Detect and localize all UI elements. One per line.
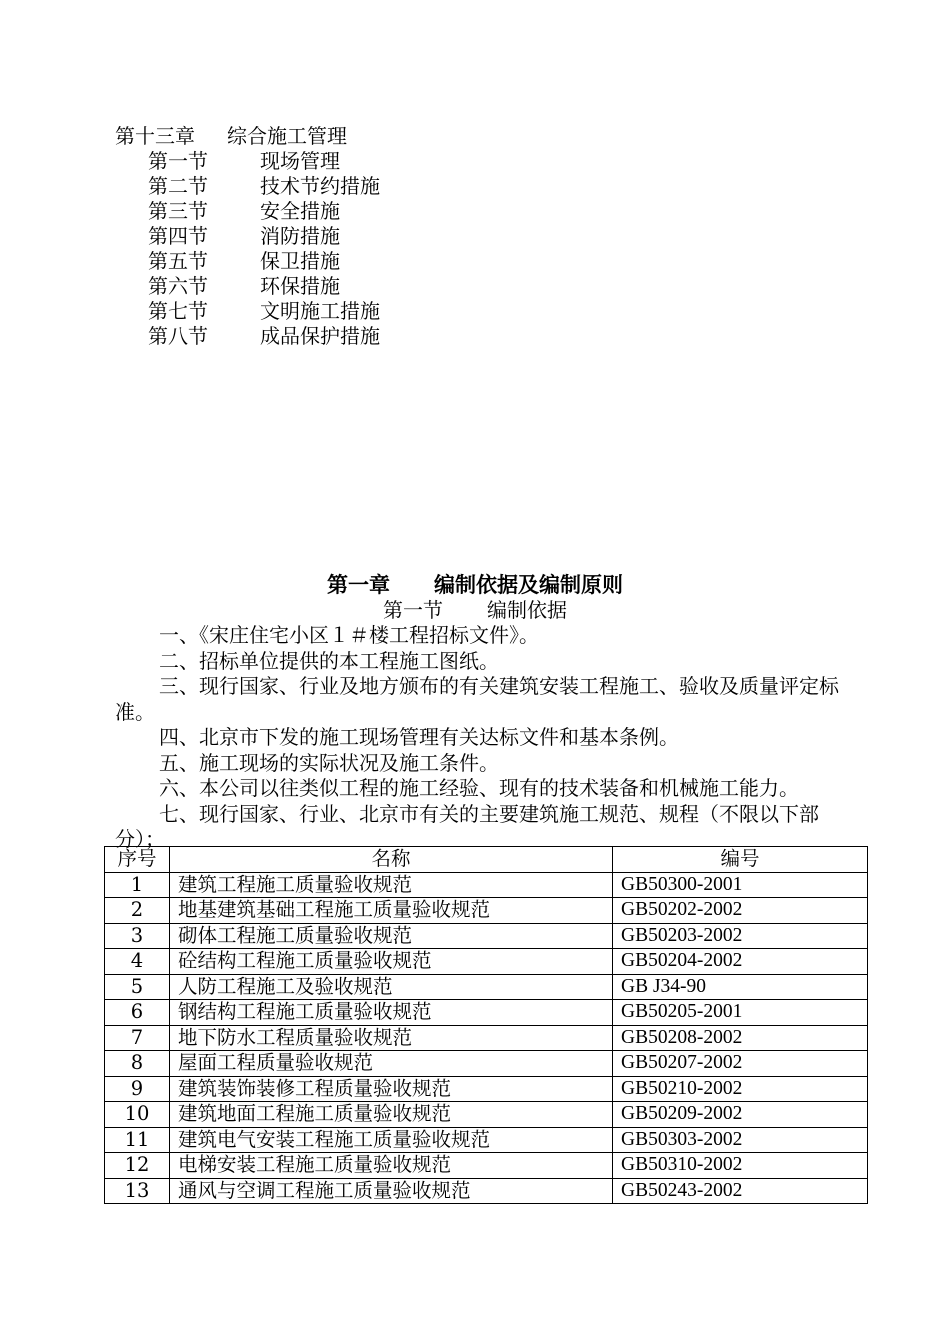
body-text xyxy=(115,623,865,853)
toc-section-title: 技术节约措施 xyxy=(260,174,380,198)
row-index: 10 xyxy=(105,1102,170,1128)
chapter-number: 第一章 xyxy=(327,572,390,597)
paragraph: 二、招标单位提供的本工程施工图纸。 xyxy=(159,648,499,673)
toc-section-number: 第二节 xyxy=(148,174,208,198)
row-name: 砼结构工程施工质量验收规范 xyxy=(170,949,613,975)
toc-section-number: 第七节 xyxy=(148,299,208,323)
section-number: 第一节 xyxy=(383,598,443,622)
table-row xyxy=(105,1153,868,1179)
header-code: 编号 xyxy=(613,847,868,873)
row-index: 11 xyxy=(105,1127,170,1153)
section-title: 编制依据 xyxy=(487,598,567,622)
header-index: 序号 xyxy=(105,847,170,873)
row-code: GB50205-2001 xyxy=(613,1000,868,1026)
row-code: GB50243-2002 xyxy=(613,1178,868,1204)
toc-section-item xyxy=(115,224,380,249)
table-of-contents xyxy=(115,124,380,349)
toc-chapter-13 xyxy=(115,124,380,149)
toc-section-number: 第四节 xyxy=(148,224,208,248)
table-row xyxy=(105,898,868,924)
toc-section-title: 保卫措施 xyxy=(260,249,340,273)
row-index: 2 xyxy=(105,898,170,924)
row-index: 4 xyxy=(105,949,170,975)
toc-section-item xyxy=(115,249,380,274)
row-name: 人防工程施工及验收规范 xyxy=(170,974,613,1000)
paragraph: 七、现行国家、行业、北京市有关的主要建筑施工规范、规程（不限以下部分）； xyxy=(115,801,819,851)
row-code: GB50210-2002 xyxy=(613,1076,868,1102)
row-name: 钢结构工程施工质量验收规范 xyxy=(170,1000,613,1026)
toc-section-number: 第六节 xyxy=(148,274,208,298)
row-code: GB50209-2002 xyxy=(613,1102,868,1128)
table-row xyxy=(105,1000,868,1026)
row-code: GB50203-2002 xyxy=(613,923,868,949)
row-name: 电梯安装工程施工质量验收规范 xyxy=(170,1153,613,1179)
paragraph: 四、北京市下发的施工现场管理有关达标文件和基本条例。 xyxy=(159,725,679,749)
row-code: GB50303-2002 xyxy=(613,1127,868,1153)
toc-chapter-number: 第十三章 xyxy=(115,124,195,148)
row-index: 8 xyxy=(105,1051,170,1077)
table-row xyxy=(105,949,868,975)
row-index: 7 xyxy=(105,1025,170,1051)
row-name: 地基建筑基础工程施工质量验收规范 xyxy=(170,898,613,924)
table-row xyxy=(105,1025,868,1051)
row-code: GB J34-90 xyxy=(613,974,868,1000)
row-code: GB50202-2002 xyxy=(613,898,868,924)
table-row xyxy=(105,974,868,1000)
toc-section-item xyxy=(115,174,380,199)
table-row xyxy=(105,872,868,898)
table-row xyxy=(105,923,868,949)
toc-section-title: 消防措施 xyxy=(260,224,340,248)
row-index: 13 xyxy=(105,1178,170,1204)
table-header-row xyxy=(105,847,868,873)
row-index: 5 xyxy=(105,974,170,1000)
header-name: 名称 xyxy=(170,847,613,873)
row-index: 3 xyxy=(105,923,170,949)
paragraph: 一、《宋庄住宅小区１＃楼工程招标文件》。 xyxy=(159,623,539,647)
section-heading xyxy=(0,598,950,623)
row-code: GB50204-2002 xyxy=(613,949,868,975)
row-name: 屋面工程质量验收规范 xyxy=(170,1051,613,1077)
table-row xyxy=(105,1178,868,1204)
paragraph: 三、现行国家、行业及地方颁布的有关建筑安装工程施工、验收及质量评定标准。 xyxy=(115,674,839,724)
table-row xyxy=(105,1102,868,1128)
row-name: 地下防水工程质量验收规范 xyxy=(170,1025,613,1051)
paragraph: 五、施工现场的实际状况及施工条件。 xyxy=(159,750,499,775)
toc-section-item xyxy=(115,274,380,299)
toc-section-number: 第八节 xyxy=(148,324,208,348)
toc-section-title: 现场管理 xyxy=(260,149,340,173)
toc-chapter-title: 综合施工管理 xyxy=(227,124,347,148)
paragraph: 六、本公司以往类似工程的施工经验、现有的技术装备和机械施工能力。 xyxy=(159,776,799,800)
table-row xyxy=(105,1127,868,1153)
toc-section-title: 成品保护措施 xyxy=(260,324,380,348)
toc-section-title: 环保措施 xyxy=(260,274,340,298)
row-index: 12 xyxy=(105,1153,170,1179)
table-row xyxy=(105,1051,868,1077)
row-index: 1 xyxy=(105,872,170,898)
row-name: 建筑电气安装工程施工质量验收规范 xyxy=(170,1127,613,1153)
row-code: GB50207-2002 xyxy=(613,1051,868,1077)
row-code: GB50208-2002 xyxy=(613,1025,868,1051)
row-name: 建筑地面工程施工质量验收规范 xyxy=(170,1102,613,1128)
toc-section-number: 第五节 xyxy=(148,249,208,273)
row-code: GB50300-2001 xyxy=(613,872,868,898)
toc-section-item xyxy=(115,149,380,174)
toc-section-item xyxy=(115,199,380,224)
row-name: 砌体工程施工质量验收规范 xyxy=(170,923,613,949)
toc-section-title: 文明施工措施 xyxy=(260,299,380,323)
toc-section-number: 第一节 xyxy=(148,149,208,173)
toc-section-number: 第三节 xyxy=(148,199,208,223)
row-name: 通风与空调工程施工质量验收规范 xyxy=(170,1178,613,1204)
chapter-heading xyxy=(0,572,950,598)
row-index: 6 xyxy=(105,1000,170,1026)
toc-section-title: 安全措施 xyxy=(260,199,340,223)
toc-section-item xyxy=(115,299,380,324)
row-name: 建筑工程施工质量验收规范 xyxy=(170,872,613,898)
row-index: 9 xyxy=(105,1076,170,1102)
toc-section-item xyxy=(115,324,380,349)
row-code: GB50310-2002 xyxy=(613,1153,868,1179)
table-row xyxy=(105,1076,868,1102)
row-name: 建筑装饰装修工程质量验收规范 xyxy=(170,1076,613,1102)
chapter-title: 编制依据及编制原则 xyxy=(434,572,623,597)
standards-table xyxy=(104,846,868,1204)
